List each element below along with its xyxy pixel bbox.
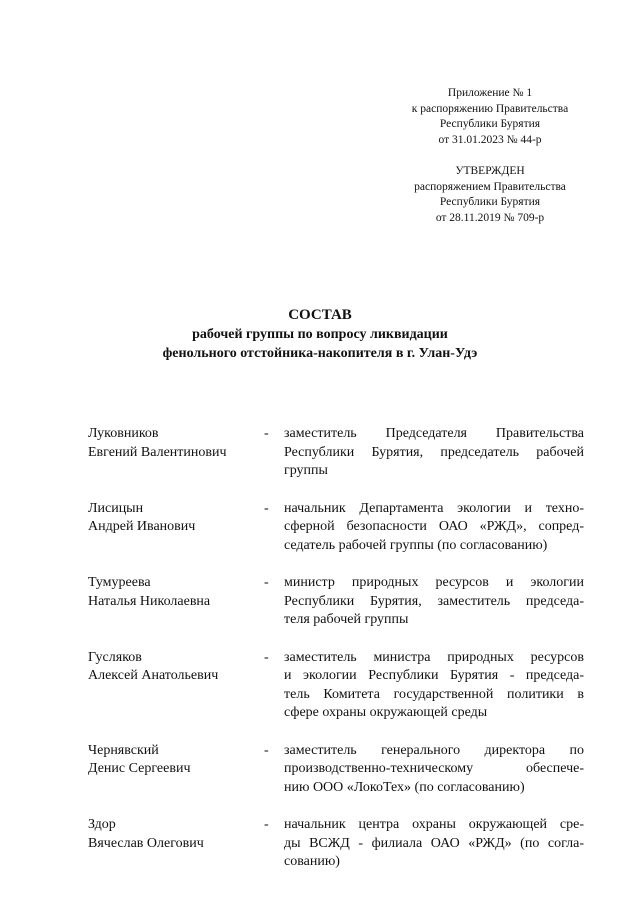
member-surname: Лисицын <box>88 500 144 516</box>
member-surname: Луковников <box>88 426 159 441</box>
member-dash: - <box>264 500 269 516</box>
role-line: тель Комитета государственной политики в <box>284 686 584 702</box>
role-line: Республики Бурятия, председатель рабочей <box>284 444 584 460</box>
role-line: седатель рабочей группы (по согласованию) <box>284 537 548 553</box>
member-dash: - <box>264 575 269 590</box>
document-title <box>0 305 640 363</box>
member-name <box>88 425 264 481</box>
member-entry <box>88 649 586 723</box>
role-line: сферной безопасности ОАО «РЖД», сопред- <box>284 519 584 534</box>
member-entry <box>88 816 586 872</box>
member-given-name: Наталья Николаевна <box>88 593 211 609</box>
approved-line: от 28.11.2019 № 709-р <box>435 211 545 224</box>
member-given-name: Алексей Анатольевич <box>88 668 219 683</box>
title-line: фенольного отстойника-накопителя в г. Улан-Удэ <box>162 346 478 361</box>
title-line: рабочей группы по вопросу ликвидации <box>192 327 448 342</box>
member-role <box>284 500 584 556</box>
role-line: заместитель министра природных ресурсов <box>284 649 584 665</box>
approved-note <box>360 164 620 226</box>
member-dash: - <box>264 426 269 441</box>
member-given-name: Вячеслав Олегович <box>88 835 204 851</box>
role-line: начальник Департамента экологии и техно- <box>284 500 584 516</box>
member-surname: Чернявский <box>88 742 159 758</box>
role-line: ды ВСЖД - филиала ОАО «РЖД» (по согла- <box>284 835 584 851</box>
member-role <box>284 425 584 481</box>
member-name <box>88 816 264 872</box>
role-line: заместитель Председателя Правительства <box>284 426 584 441</box>
member-surname: Здор <box>88 817 116 832</box>
member-name <box>88 649 264 723</box>
appendix-note <box>360 86 620 148</box>
role-line: сованию) <box>284 854 340 869</box>
role-line: и экологии Республики Бурятия - председа- <box>284 668 584 683</box>
member-surname: Тумуреева <box>88 575 151 590</box>
member-role <box>284 742 584 798</box>
title-heading: СОСТАВ <box>288 307 352 323</box>
role-line: заместитель генерального директора по <box>284 742 584 758</box>
approved-line: УТВЕРЖДЕН <box>455 165 525 177</box>
member-entry <box>88 425 586 481</box>
member-role <box>284 574 584 630</box>
role-line: начальник центра охраны окружающей сре- <box>284 817 584 832</box>
member-dash: - <box>264 649 269 665</box>
member-entry <box>88 574 586 630</box>
members-list <box>88 425 586 891</box>
appendix-line: к распоряжению Правительства <box>411 102 569 115</box>
appendix-line: от 31.01.2023 № 44-р <box>438 133 542 146</box>
member-dash: - <box>264 742 269 758</box>
member-entry <box>88 742 586 798</box>
member-given-name: Денис Сергеевич <box>88 761 191 776</box>
approved-line: распоряжением Правительства <box>414 180 566 193</box>
member-name <box>88 500 264 556</box>
member-given-name: Евгений Валентинович <box>88 444 227 460</box>
appendix-line: Приложение № 1 <box>447 87 533 99</box>
appendix-line: Республики Бурятия <box>439 118 541 130</box>
role-line: Республики Бурятия, заместитель председа- <box>284 593 584 609</box>
approved-line: Республики Бурятия <box>439 196 541 208</box>
role-line: группы <box>284 463 328 478</box>
member-role <box>284 816 584 872</box>
role-line: сфере охраны окружающей среды <box>284 705 488 720</box>
member-entry <box>88 500 586 556</box>
role-line: министр природных ресурсов и экологии <box>284 575 584 590</box>
member-name <box>88 742 264 798</box>
member-surname: Гусляков <box>88 649 142 665</box>
role-line: производственно-техническому обеспече- <box>284 761 584 776</box>
member-dash: - <box>264 817 269 832</box>
member-given-name: Андрей Иванович <box>88 519 196 534</box>
member-role <box>284 649 584 723</box>
member-name <box>88 574 264 630</box>
role-line: теля рабочей группы <box>284 612 409 627</box>
role-line: нию ООО «ЛокоТех» (по согласованию) <box>284 779 525 795</box>
